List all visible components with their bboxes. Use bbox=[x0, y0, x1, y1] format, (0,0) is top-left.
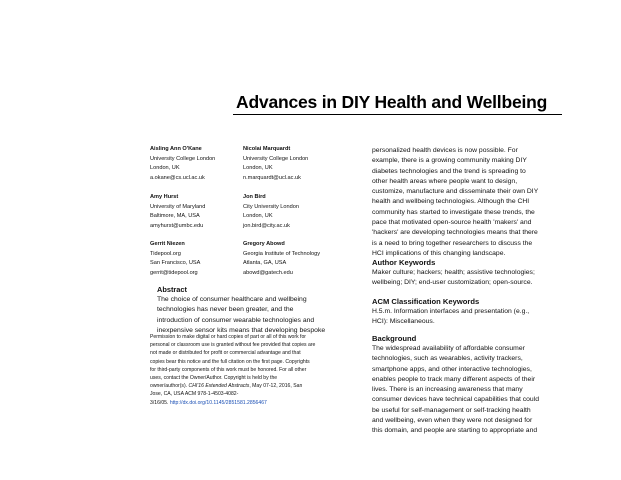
author-email: jon.bird@city.ac.uk bbox=[243, 222, 290, 229]
permission-line bbox=[150, 382, 360, 390]
text-line: smartphone apps, and other interactive technologies, bbox=[372, 365, 532, 373]
owner-text: owner/author(s). bbox=[150, 383, 189, 390]
background-heading: Background bbox=[372, 334, 417, 343]
venue-date: , May 07-12, 2016, San bbox=[249, 383, 303, 390]
abstract-heading: Abstract bbox=[157, 285, 187, 294]
author-affiliation: Tidepool.org bbox=[150, 250, 181, 257]
text-line: lives. There is an increasing awareness that many bbox=[372, 386, 523, 394]
author-email: gerrit@tidepool.org bbox=[150, 269, 198, 276]
title-rule bbox=[233, 114, 562, 115]
permission-line: Permission to make digital or hard copies of part or all of this work for bbox=[150, 334, 306, 340]
author-affiliation: University College London bbox=[150, 155, 216, 162]
author-keywords-text bbox=[372, 268, 535, 289]
text-line: Maker culture; hackers; health; assistive technologies; bbox=[372, 269, 535, 276]
author-email: amyhurst@umbc.edu bbox=[150, 222, 204, 229]
text-line: consumer devices have technical capabilities that could bbox=[372, 396, 539, 404]
abstract-text bbox=[157, 295, 325, 336]
acm-keywords-text bbox=[372, 307, 529, 328]
text-line: health and wellbeing technologies. Although the CHI bbox=[372, 198, 530, 206]
abstract-line: The choice of consumer healthcare and wellbeing bbox=[157, 296, 307, 303]
intro-continued bbox=[372, 146, 538, 259]
permission-line: for third-party components of this work must be honored. For all other bbox=[150, 366, 307, 373]
text-line: technologies, such as wearables, activity trackers, bbox=[372, 355, 523, 363]
text-line: personalized health devices is now possible. For bbox=[372, 147, 518, 154]
text-line: enables people to track many different aspects of their bbox=[372, 375, 536, 383]
author-location: London, UK bbox=[243, 213, 273, 220]
text-line: this domain, and people are starting to appropriate and bbox=[372, 427, 538, 435]
permission-line: not made or distributed for profit or commercial advantage and that bbox=[150, 350, 301, 357]
author-name: Nicolai Marquardt bbox=[243, 146, 291, 152]
text-line: is a need to bring together researchers to discuss the bbox=[372, 239, 533, 247]
author-keywords-heading: Author Keywords bbox=[372, 258, 436, 267]
text-line: wellbeing; DIY; end-user customization; open-source. bbox=[372, 279, 533, 287]
text-line: The widespread availability of affordable consumer bbox=[372, 345, 525, 352]
author-name: Aisling Ann O'Kane bbox=[150, 146, 202, 152]
author-affiliation: City University London bbox=[243, 203, 299, 210]
text-line: diabetes technologies and the trend is spreading to bbox=[372, 167, 526, 175]
author-location: Atlanta, GA, USA bbox=[243, 260, 287, 267]
author-location: London, UK bbox=[150, 165, 180, 172]
acm-keywords-heading: ACM Classification Keywords bbox=[372, 297, 480, 306]
author-name: Jon Bird bbox=[243, 194, 266, 200]
author-affiliation: Georgia Institute of Technology bbox=[243, 250, 321, 257]
author-affiliation: University College London bbox=[243, 155, 309, 162]
permission-line bbox=[150, 399, 360, 407]
abstract-line: inexpensive sensor kits means that developing bespoke bbox=[157, 326, 326, 334]
author-name: Gerrit Niezen bbox=[150, 241, 185, 247]
permission-line: copies bear this notice and the full citation on the first page. Copyrights bbox=[150, 358, 310, 365]
permission-notice bbox=[150, 333, 360, 407]
text-line: pace that motivated open-source health 'makers' and bbox=[372, 219, 532, 227]
text-line: other health areas where people want to design, bbox=[372, 177, 518, 185]
text-line: customize, manufacture and disseminate their own DIY bbox=[372, 188, 539, 196]
doi-link[interactable]: http://dx.doi.org/10.1145/2851581.2856467 bbox=[169, 399, 267, 406]
permission-line: uses, contact the Owner/Author. Copyright is held by the bbox=[150, 374, 278, 381]
text-line: 'hackers' are developing technologies means that there bbox=[372, 229, 538, 237]
author-location: San Francisco, USA bbox=[150, 260, 201, 267]
text-line: be useful for self-management or self-tracking health bbox=[372, 406, 531, 414]
text-line: HCI): Miscellaneous. bbox=[372, 318, 435, 326]
venue-text: CHI'16 Extended Abstracts bbox=[188, 383, 250, 390]
text-line: and wellbeing, even when they were not designed for bbox=[372, 417, 533, 425]
text-line: example, there is a growing community making DIY bbox=[372, 157, 527, 165]
author-block bbox=[243, 193, 358, 231]
author-email: n.marquardt@ucl.ac.uk bbox=[243, 174, 301, 181]
text-line: community has started to investigate these trends, the bbox=[372, 208, 535, 216]
text-line: H.5.m. Information interfaces and presentation (e.g., bbox=[372, 308, 530, 315]
permission-line: personal or classroom use is granted without fee provided that copies are bbox=[150, 342, 316, 349]
author-affiliation: University of Maryland bbox=[150, 203, 206, 210]
permission-line: Jose, CA, USA ACM 978-1-4503-4082- bbox=[150, 391, 239, 398]
author-block bbox=[243, 145, 358, 183]
author-email: abowd@gatech.edu bbox=[243, 269, 293, 276]
isbn-end: 3/16/05. bbox=[150, 399, 170, 406]
author-name: Gregory Abowd bbox=[243, 241, 285, 247]
background-text bbox=[372, 344, 539, 437]
paper-title: Advances in DIY Health and Wellbeing bbox=[236, 92, 548, 112]
abstract-line: technologies has never been greater, and the bbox=[157, 306, 294, 314]
author-block bbox=[243, 240, 358, 278]
author-location: London, UK bbox=[243, 165, 273, 172]
author-location: Baltimore, MA, USA bbox=[150, 213, 200, 220]
author-email: a.okane@cs.ucl.ac.uk bbox=[150, 174, 205, 181]
author-name: Amy Hurst bbox=[150, 194, 179, 200]
abstract-line: introduction of consumer wearable technologies and bbox=[157, 316, 315, 324]
text-line: HCI implications of this changing landscape. bbox=[372, 249, 506, 257]
